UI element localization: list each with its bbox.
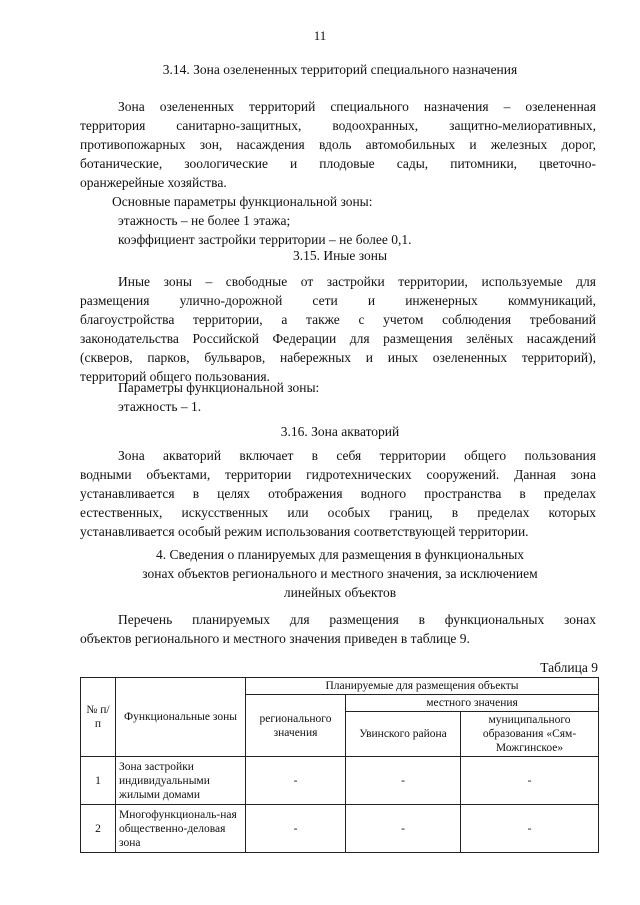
paragraph-line: водными объектами, территории гидротехнических сооружений. Данная зона bbox=[80, 467, 596, 482]
param-floors: этажность – 1. bbox=[118, 399, 202, 414]
table-9 bbox=[80, 677, 599, 853]
section-4-title bbox=[80, 545, 600, 602]
cell-district: - bbox=[346, 805, 461, 853]
cell-municipal: - bbox=[461, 757, 599, 805]
page-number: 11 bbox=[313, 28, 327, 43]
section-4-title-line: зонах объектов регионального и местного значения, за исключением bbox=[142, 566, 538, 581]
cell-regional: - bbox=[246, 805, 346, 853]
section-3-16-title: 3.16. Зона акваторий bbox=[280, 424, 400, 439]
paragraph-line: благоустройства территории, а также с учетом соблюдения требований bbox=[80, 312, 596, 327]
params-intro: Параметры функциональной зоны: bbox=[118, 380, 320, 395]
section-3-15-title: 3.15. Иные зоны bbox=[292, 248, 388, 263]
table-caption: Таблица 9 bbox=[540, 660, 598, 675]
section-4-title-line: 4. Сведения о планируемых для размещения в функциональных bbox=[155, 547, 525, 562]
paragraph-line: Иные зоны – свободные от застройки территории, используемые для bbox=[118, 274, 596, 289]
header-municipal: муниципального образования «Сям-Можгинское» bbox=[461, 712, 599, 757]
section-4-paragraph bbox=[80, 610, 596, 648]
paragraph-line: естественных, искусственных или особых границ, в пределах которых bbox=[80, 505, 596, 520]
paragraph-line: оранжерейные хозяйства. bbox=[80, 175, 227, 190]
paragraph-line: противопожарных зон, насаждения вдоль автомобильных и железных дорог, bbox=[80, 137, 596, 152]
cell-regional: - bbox=[246, 757, 346, 805]
section-3-15-paragraph bbox=[80, 272, 596, 386]
params-intro: Основные параметры функциональной зоны: bbox=[112, 194, 373, 209]
cell-num: 2 bbox=[81, 805, 116, 853]
section-3-16-paragraph bbox=[80, 446, 596, 541]
section-3-14-title: 3.14. Зона озелененных территорий специального назначения bbox=[162, 62, 518, 77]
cell-num: 1 bbox=[81, 757, 116, 805]
header-zones: Функциональные зоны bbox=[116, 678, 246, 757]
header-regional: регионального значения bbox=[246, 695, 346, 757]
paragraph-line: Зона озелененных территорий специального назначения – озелененная bbox=[118, 99, 596, 114]
cell-zone: Многофункциональ-ная общественно-деловая зона bbox=[116, 805, 246, 853]
header-num: № п/п bbox=[81, 678, 116, 757]
section-3-14-paragraph bbox=[80, 97, 596, 192]
paragraph-line: устанавливается особый режим использования соответствующей территории. bbox=[80, 524, 529, 539]
paragraph-line: территорий общего пользования. bbox=[80, 369, 270, 384]
cell-municipal: - bbox=[461, 805, 599, 853]
paragraph-line: (скверов, парков, бульваров, набережных и иных озелененных территорий), bbox=[80, 350, 596, 365]
paragraph-line: законодательства Российской Федерации для размещения зелёных насаждений bbox=[80, 331, 596, 346]
paragraph-line: ботанические, зоологические и плодовые сады, питомники, цветочно- bbox=[80, 156, 596, 171]
table-row bbox=[81, 805, 599, 853]
paragraph-line: территория санитарно-защитных, водоохранных, защитно-мелиоративных, bbox=[80, 118, 596, 133]
table-row bbox=[81, 757, 599, 805]
paragraph-line: размещения улично-дорожной сети и инженерных коммуникаций, bbox=[80, 293, 596, 308]
paragraph-line: Перечень планируемых для размещения в функциональных зонах bbox=[118, 612, 596, 627]
header-local: местного значения bbox=[346, 695, 599, 712]
paragraph-line: Зона акваторий включает в себя территории общего пользования bbox=[118, 448, 596, 463]
paragraph-line: устанавливается в целях отображения водного пространства в пределах bbox=[80, 486, 596, 501]
cell-zone: Зона застройки индивидуальными жилыми домами bbox=[116, 757, 246, 805]
param-floors: этажность – не более 1 этажа; bbox=[118, 213, 291, 228]
cell-district: - bbox=[346, 757, 461, 805]
paragraph-line: объектов регионального и местного значения приведен в таблице 9. bbox=[80, 631, 470, 646]
section-4-title-line: линейных объектов bbox=[283, 585, 397, 600]
param-coefficient: коэффициент застройки территории – не более 0,1. bbox=[118, 232, 412, 247]
header-district: Увинского района bbox=[346, 712, 461, 757]
header-planned: Планируемые для размещения объекты bbox=[246, 678, 599, 695]
